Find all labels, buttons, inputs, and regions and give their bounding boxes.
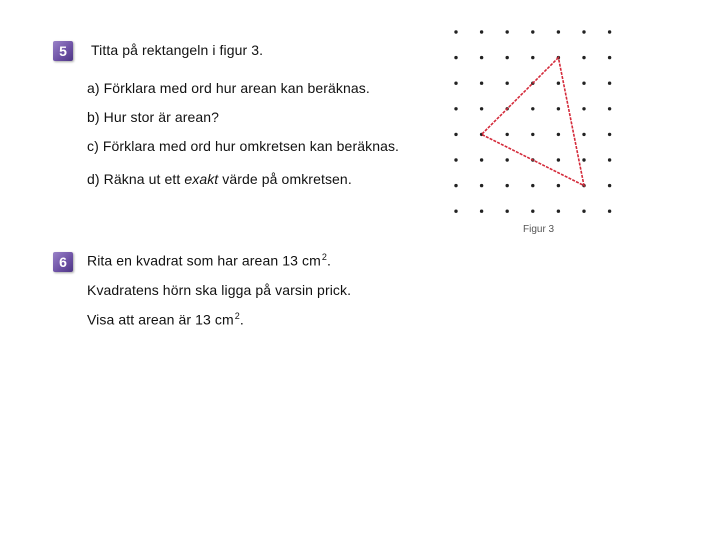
task6-line-3-prefix: Visa att arean är 13 cm [87,311,234,328]
task6-line-2: Kvadratens hörn ska ligga på varsin prick. [87,282,352,298]
grid-dot [557,30,560,33]
grid-dot [480,158,483,161]
grid-dot [557,210,560,213]
grid-dot [557,82,560,85]
grid-dot [454,82,457,85]
grid-dot [506,56,509,59]
grid-dot [582,158,585,161]
task-number-badge-5 [53,41,73,61]
task6-line-3 [87,311,244,328]
task6-line-3-suffix: . [239,311,244,328]
grid-dot [608,107,611,110]
grid-dot [531,210,534,213]
grid-dot [480,184,483,187]
grid-dot [454,210,457,213]
grid-dot [582,107,585,110]
task5-question-d [87,171,352,187]
grid-dot [454,133,457,136]
task5-intro: Titta på rektangeln i figur 3. [91,42,264,58]
task-number-6: 6 [59,254,67,270]
grid-dot [582,56,585,59]
task5-question-a: a) Förklara med ord hur arean kan beräknas. [87,80,370,96]
grid-dot [557,107,560,110]
grid-dot [480,210,483,213]
grid-dot [506,158,509,161]
grid-dot [608,210,611,213]
grid-dot [582,133,585,136]
dot-grid-figure [440,20,630,240]
figure-triangle [482,58,584,186]
grid-dot [557,133,560,136]
task6-line-1-superscript: 2 [321,252,327,262]
task5-question-b: b) Hur stor är arean? [87,109,220,125]
task6-line-3-superscript: 2 [234,311,240,321]
task-number-5: 5 [59,43,67,59]
grid-dot [480,82,483,85]
grid-dot [582,82,585,85]
grid-dot [506,210,509,213]
task6-line-1-prefix: Rita en kvadrat som har arean 13 cm [87,252,321,269]
grid-dot [506,82,509,85]
grid-dot [531,133,534,136]
figure-caption: Figur 3 [523,224,555,235]
grid-dots [454,30,611,213]
grid-dot [582,30,585,33]
grid-dot [454,30,457,33]
grid-dot [557,184,560,187]
task6-line-1-suffix: . [326,252,331,269]
grid-dot [454,56,457,59]
grid-dot [608,133,611,136]
task-number-badge-6 [53,252,73,272]
grid-dot [608,184,611,187]
task5-question-d-emphasis: exakt [184,171,219,187]
grid-dot [454,184,457,187]
grid-dot [531,30,534,33]
grid-dot [454,107,457,110]
grid-dot [480,56,483,59]
grid-dot [557,158,560,161]
task5-question-d-prefix: d) Räkna ut ett [87,171,185,187]
grid-dot [531,184,534,187]
grid-dot [531,107,534,110]
grid-dot [531,56,534,59]
grid-dot [506,30,509,33]
grid-dot [480,107,483,110]
grid-dot [506,133,509,136]
grid-dot [506,184,509,187]
task5-question-c: c) Förklara med ord hur omkretsen kan beräknas. [87,138,400,154]
grid-dot [608,30,611,33]
grid-dot [608,82,611,85]
grid-dot [454,158,457,161]
grid-dot [480,30,483,33]
grid-dot [608,158,611,161]
task6-line-1 [87,252,331,269]
task5-question-d-suffix: värde på omkretsen. [218,171,352,187]
grid-dot [582,210,585,213]
grid-dot [608,56,611,59]
